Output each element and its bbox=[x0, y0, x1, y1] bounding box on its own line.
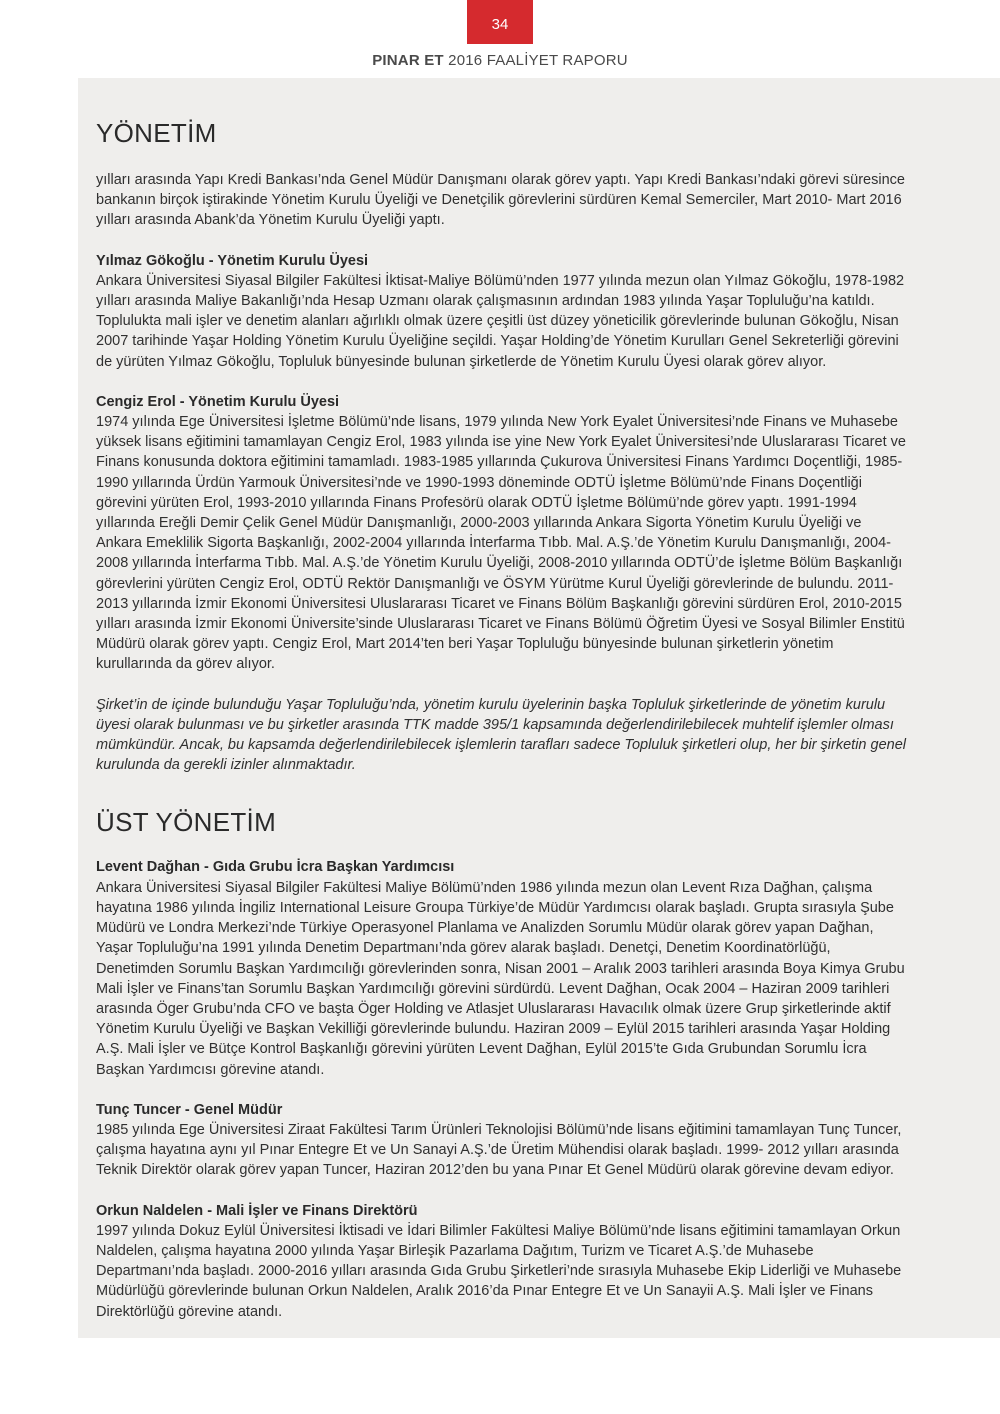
bio-cengiz-erol bbox=[96, 392, 906, 675]
bio-text: Ankara Üniversitesi Siyasal Bilgiler Fakültesi İktisat-Maliye Bölümü’nden 1977 yılında mezun olan Yılmaz Gökoğlu, 1978-1982 yılları arasında Maliye Bakanlığı’nda Hesap Uzmanı olarak çalışmasının ardından 1983 yılında Yaşar Topluluğu’na katıldı. Toplulukta mali işler ve denetim alanları ağırlıklı olmak üzere çeşitli üst düzey yöneticilik görevlerinde bulunan Gökoğlu, Nisan 2007 tarihinde Yaşar Holding Yönetim Kurulu Üyeliğine seçildi. Yaşar Holding’de Yönetim Kurulları Genel Sekreterliği görevini de yürüten Yılmaz Gökoğlu, Topluluk bünyesinde bulunan şirketlerde de Yönetim Kurulu Üyesi olarak görev alıyor. bbox=[96, 272, 905, 370]
continuation-paragraph: yılları arasında Yapı Kredi Bankası’nda Genel Müdür Danışmanı olarak görev yaptı. Yapı Kredi Bankası’ndaki görevi süresince bankanın birçok iştirakinde Yönetim Kurulu Üyeliği ve Denetçilik görevlerini sürdüren Kemal Semerciler, Mart 2010- Mart 2016 yılları arasında Abank’da Yönetim Kurulu Üyeliği yaptı. bbox=[96, 172, 905, 229]
report-header bbox=[0, 52, 1000, 69]
bio-text: 1997 yılında Dokuz Eylül Üniversitesi İktisadi ve İdari Bilimler Fakültesi Maliye Bölümü’nde lisans eğitimini tamamlayan Orkun Naldelen, çalışma hayatına 2000 yılında Yaşar Birleşik Pazarlama Dağıtım, Turizm ve Ticaret A.Ş.’de Muhasebe Departmanı’nda başladı. 2000-2016 yılları arasında Gıda Grubu Şirketleri’nde sırasıyla Muhasebe Ekip Liderliği ve Muhasebe Müdürlüğü görevlerinde bulunan Orkun Naldelen, Aralık 2016’da Pınar Entegre Et ve Un Sanayii A.Ş. Mali İşler ve Finans Direktörlüğü görevine atandı. bbox=[96, 1222, 902, 1320]
page-number: 34 bbox=[491, 15, 509, 33]
bio-levent-daghan bbox=[96, 857, 906, 1079]
bio-text: Ankara Üniversitesi Siyasal Bilgiler Fakültesi Maliye Bölümü’nden 1986 yılında mezun olan Levent Rıza Dağhan, çalışma hayatına 1986 yılında İngiliz International Leisure Groupa Türkiye’de Müdür Yardımcısı olarak başladı. Grupta sırasıyla Şube Müdürü ve Londra Merkezi’nde Türkiye Operasyonel Planlama ve Analizden Sorumlu Müdür olarak görev yapan Dağhan, Yaşar Topluluğu’na 1991 yılında Denetim Departmanı’nda görev alarak başladı. Denetçi, Denetim Koordinatörlüğü, Denetimden Sorumlu Başkan Yardımcılığı görevlerinden sonra, Nisan 2001 – Aralık 2003 tarihleri arasında Boya Kimya Grubu Mali İşler ve Finans’tan Sorumlu Başkan Yardımcılığı görevini sürdürdü. Levent Dağhan, Ocak 2004 – Haziran 2009 tarihleri arasında Öger Grubu’nda CFO ve başta Öger Holding ve Atlasjet Uluslararası Havacılık olmak üzere Grup şirketlerinde aktif Yönetim Kurulu Üyeliği ve Başkan Vekilliği görevlerinde bulundu. Haziran 2009 – Eylül 2015 tarihleri arasında Yaşar Holding A.Ş. Mali İşler ve Bütçe Kontrol Başkanlığı görevini yürüten Levent Dağhan, Eylül 2015’te Gıda Grubundan Sorumlu İcra Başkan Yardımcısı görevine atandı. bbox=[96, 879, 905, 1078]
bio-name: Yılmaz Gökoğlu - Yönetim Kurulu Üyesi bbox=[96, 252, 369, 269]
bio-tunc-tuncer bbox=[96, 1100, 906, 1181]
bio-text: 1974 yılında Ege Üniversitesi İşletme Bölümü’nde lisans, 1979 yılında New York Eyalet Üniversitesi’nde Finans ve Muhasebe yüksek lisans eğitimini tamamlayan Cengiz Erol, 1983 yılında ise yine New York Eyalet Üniversitesi’nde Uluslararası Ticaret ve Finans konusunda doktora eğitimini tamamladı. 1983-1985 yıllarında Çukurova Üniversitesi Finans Yardımcı Doçentliği, 1985-1990 yıllarında Ürdün Yarmouk Üniversitesi’nde ve 1990-1993 döneminde ODTÜ İşletme Bölümü’nde Finans Doçentliği görevini yürüten Erol, 1993-2010 yıllarında Finans Profesörü olarak ODTÜ İşletme Bölümü’nde görev yaptı. 1991-1994 yıllarında Ereğli Demir Çelik Genel Müdür Danışmanlığı, 2000-2003 yıllarında Ankara Sigorta Yönetim Kurulu Üyeliği ve Ankara Emeklilik Sigorta Başkanlığı, 2002-2004 yıllarında İnterfarma Tıbb. Mal. A.Ş.’de Yönetim Kurulu Danışmanlığı, 2004-2008 yıllarında İnterfarma Tıbb. Mal. A.Ş.’de Yönetim Kurulu Üyeliği, 2008-2010 yıllarında ODTÜ’de İşletme Bölüm Başkanlığı görevlerini yürüten Cengiz Erol, ODTÜ Rektör Danışmanlığı ve ÖSYM Yürütme Kurul Üyeliği görevlerinde de bulundu. 2011-2013 yıllarında İzmir Ekonomi Üniversitesi Uluslararası Ticaret ve Finans Bölüm Başkanlığı görevini sürdüren Erol, 2010-2015 yılları arasında İzmir Ekonomi Üniversite’sinde Uluslararası Ticaret ve Finans Bölümü Öğretim Üyesi ve Sosyal Bilimler Enstitü Müdürü olarak görev yaptı. Cengiz Erol, Mart 2014’ten beri Yaşar Topluluğu bünyesinde bulunan şirketlerin yönetim kurullarında da görev alıyor. bbox=[96, 414, 906, 673]
section-title-yonetim: YÖNETİM bbox=[96, 118, 217, 148]
ttk-note: Şirket’in de içinde bulunduğu Yaşar Topluluğu’nda, yönetim kurulu üyelerinin başka Topluluk şirketlerinde de yönetim kurulu üyesi olarak bulunması ve bu şirketler arasında TTK madde 395/1 kapsamında değerlendirilebilecek muhtelif işlemler olması mümkündür. Ancak, bu kapsamda değerlendirilebilecek işlemlerin tarafları sadece Topluluk şirketleri olup, her bir şirketin genel kurulunda da gerekli izinler alınmaktadır. bbox=[96, 696, 906, 774]
bio-name: Cengiz Erol - Yönetim Kurulu Üyesi bbox=[96, 393, 340, 410]
section-title-ust-yonetim: ÜST YÖNETİM bbox=[96, 807, 277, 838]
report-title: 2016 FAALİYET RAPORU bbox=[448, 52, 628, 69]
page-content bbox=[96, 118, 906, 1322]
bio-name: Levent Dağhan - Gıda Grubu İcra Başkan Yardımcısı bbox=[96, 859, 455, 876]
bio-name: Orkun Naldelen - Mali İşler ve Finans Direktörü bbox=[96, 1202, 418, 1219]
page-number-tab bbox=[467, 0, 533, 44]
bio-orkun-naldelen bbox=[96, 1201, 906, 1322]
brand-name: PINAR ET bbox=[372, 52, 444, 69]
bio-name: Tunç Tuncer - Genel Müdür bbox=[96, 1101, 283, 1118]
bio-yilmaz-gokoglu bbox=[96, 251, 906, 372]
bio-text: 1985 yılında Ege Üniversitesi Ziraat Fakültesi Tarım Ürünleri Teknolojisi Bölümü’nde lisans eğitimini tamamlayan Tunç Tuncer, çalışma hayatına aynı yıl Pınar Entegre Et ve Un Sanayi A.Ş.’de Üretim Mühendisi olarak başladı. 1999- 2012 yılları arasında Teknik Direktör olarak görev yapan Tuncer, Haziran 2012’den bu yana Pınar Et Genel Müdürü olarak görevine devam ediyor. bbox=[96, 1121, 902, 1179]
